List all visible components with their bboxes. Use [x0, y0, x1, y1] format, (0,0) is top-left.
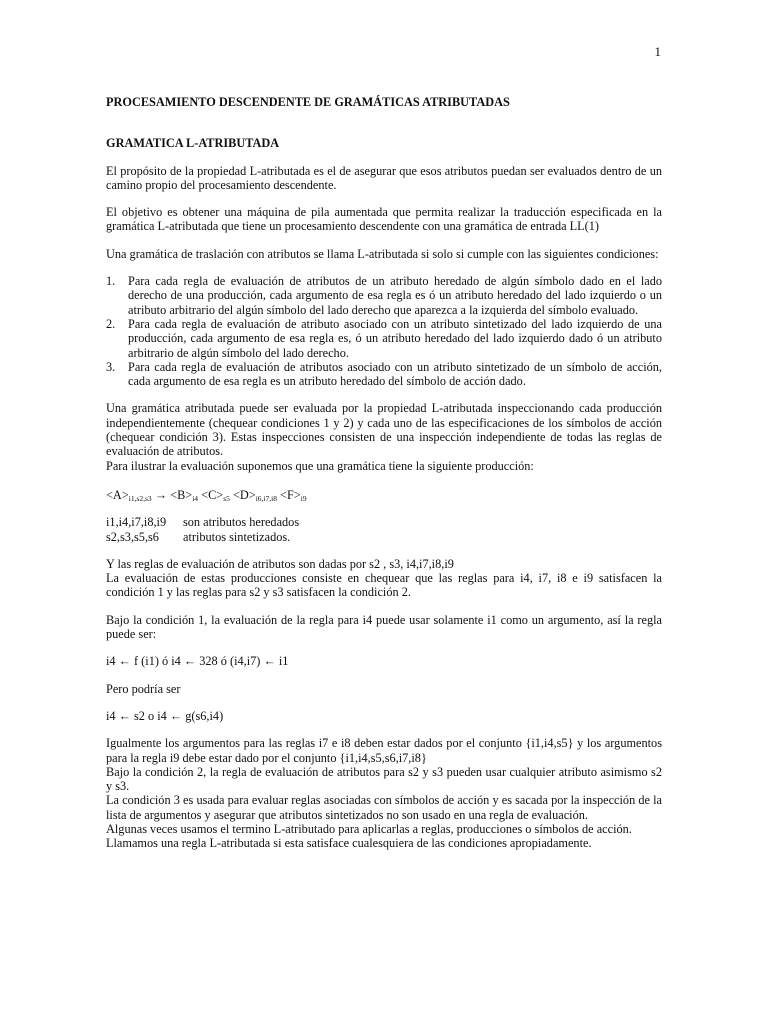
attribute-row: [106, 530, 662, 544]
conditions-list: [106, 274, 662, 388]
attribute-names: s2,s3,s5,s6: [106, 529, 159, 544]
attribute-kind: son atributos heredados: [183, 515, 300, 530]
paragraph-inspection: Una gramática atributada puede ser evaluada por la propiedad L-atributada inspeccionando cada producción independientemente (chequear condiciones 1 y 2) y cada uno de las especificaciones de los símbolos de acción (chequear condición 3). Estas inspecciones consisten de una inspección independiente de todas las reglas de evaluación de atributos.: [106, 401, 662, 459]
production-rule: [106, 488, 662, 502]
document-title: PROCESAMIENTO DESCENDENTE DE GRAMÁTICAS ATRIBUTADAS: [106, 95, 510, 109]
paragraph-condition-1: Bajo la condición 1, la evaluación de la regla para i4 puede usar solamente i1 como un argumento, así la regla puede ser:: [106, 612, 662, 642]
paragraph-condition-2: Bajo la condición 2, la regla de evaluación de atributos para s2 y s3 pueden usar cualquier atributo asimismo s2 y s3.: [106, 764, 662, 794]
paragraph-objective: El objetivo es obtener una máquina de pila aumentada que permita realizar la traducción especificada en la gramática L-atributada que tiene un procesamiento descendente con una gramática de entrada LL(1): [106, 205, 662, 234]
paragraph-could-be: Pero podría ser: [106, 681, 181, 696]
condition-text: Para cada regla de evaluación de atributos asociado con un atributo sintetizado de un símbolo de acción, cada argumento de esa regla es un atributo heredado del símbolo de acción dado.: [128, 359, 662, 389]
production-arrow: →: [151, 487, 171, 502]
symbol-a: <A>: [106, 487, 129, 502]
symbol-a-attrs: i1,s2,s3: [128, 493, 152, 503]
symbol-b-attrs: i4: [192, 493, 199, 503]
rule-example-2: i4 ← s2 o i4 ← g(s6,i4): [106, 708, 224, 723]
symbol-d-attrs: i6,i7,i8: [255, 493, 277, 503]
symbol-b: <B>: [170, 487, 193, 502]
condition-text: Para cada regla de evaluación de atributos de un atributo heredado de algún símbolo dado en el lado derecho de una producción, cada argumento de esa regla es ó un atributo heredado del lado izquierdo o un atributo arbitrario del algún símbolo del lado derecho que aparezca a la izquierda del símbolo evaluado.: [128, 274, 662, 317]
document-body: [106, 95, 662, 851]
paragraph-arguments: Igualmente los argumentos para las reglas i7 e i8 deben estar dados por el conjunto {i1,i4,s5} y los argumentos para la regla i9 debe estar dado por el conjunto {i1,i4,s5,s6,i7,i8}: [106, 736, 662, 765]
paragraph-definition: Una gramática de traslación con atributos se llama L-atributada si solo si cumple con las siguientes condiciones:: [106, 246, 659, 261]
attribute-names: i1,i4,i7,i8,i9: [106, 515, 167, 530]
paragraph-condition-3: La condición 3 es usada para evaluar reglas asociadas con símbolos de acción y es sacada por la inspección de la lista de argumentos y asegurar que atributos sintetizados no son usado en una regla de evaluación.: [106, 793, 662, 822]
symbol-f: <F>: [276, 487, 301, 502]
symbol-d: <D>: [229, 487, 256, 502]
condition-number: 2.: [106, 316, 116, 331]
condition-number: 3.: [106, 359, 116, 374]
paragraph-rules: Y las reglas de evaluación de atributos son dadas por s2 , s3, i4,i7,i8,i9: [106, 556, 454, 571]
paragraph-illustration: Para ilustrar la evaluación suponemos que una gramática tiene la siguiente producción:: [106, 458, 534, 473]
symbol-c: <C>: [198, 487, 224, 502]
paragraph-evaluation: La evaluación de estas producciones consiste en chequear que las reglas para i4, i7, i8 e i9 satisfacen la condición 1 y las reglas para s2 y s3 satisfacen la condición 2.: [106, 571, 662, 600]
condition-text: Para cada regla de evaluación de atributo asociado con un atributo sintetizado del lado izquierdo de una producción, cada argumento de esa regla es, ó un atributo heredado del lado izquierdo dado ó un atributo arbitrario de algún símbolo del lado derecho.: [128, 316, 662, 360]
paragraph-purpose: El propósito de la propiedad L-atributada es el de asegurar que esos atributos puedan ser evaluados dentro de un camino propio del procesamiento descendente.: [106, 163, 662, 192]
attribute-list: [106, 515, 662, 544]
condition-item: [106, 317, 662, 360]
attribute-row: [106, 515, 662, 529]
condition-number: 1.: [106, 274, 116, 289]
symbol-f-attrs: i9: [300, 493, 307, 503]
symbol-c-attrs: s5: [223, 493, 230, 503]
condition-item: [106, 360, 662, 389]
attribute-kind: atributos sintetizados.: [183, 529, 291, 544]
section-heading: GRAMATICA L-ATRIBUTADA: [106, 136, 280, 151]
paragraph-conclusion: Llamamos una regla L-atributada si esta satisface cualesquiera de las condiciones apropiadamente.: [106, 836, 592, 851]
page-number: 1: [654, 44, 661, 59]
condition-item: [106, 274, 662, 317]
rule-example-1: i4 ← f (i1) ó i4 ← 328 ó (i4,i7) ← i1: [106, 654, 289, 669]
paragraph-term: Algunas veces usamos el termino L-atributado para aplicarlas a reglas, producciones o símbolos de acción.: [106, 821, 632, 836]
